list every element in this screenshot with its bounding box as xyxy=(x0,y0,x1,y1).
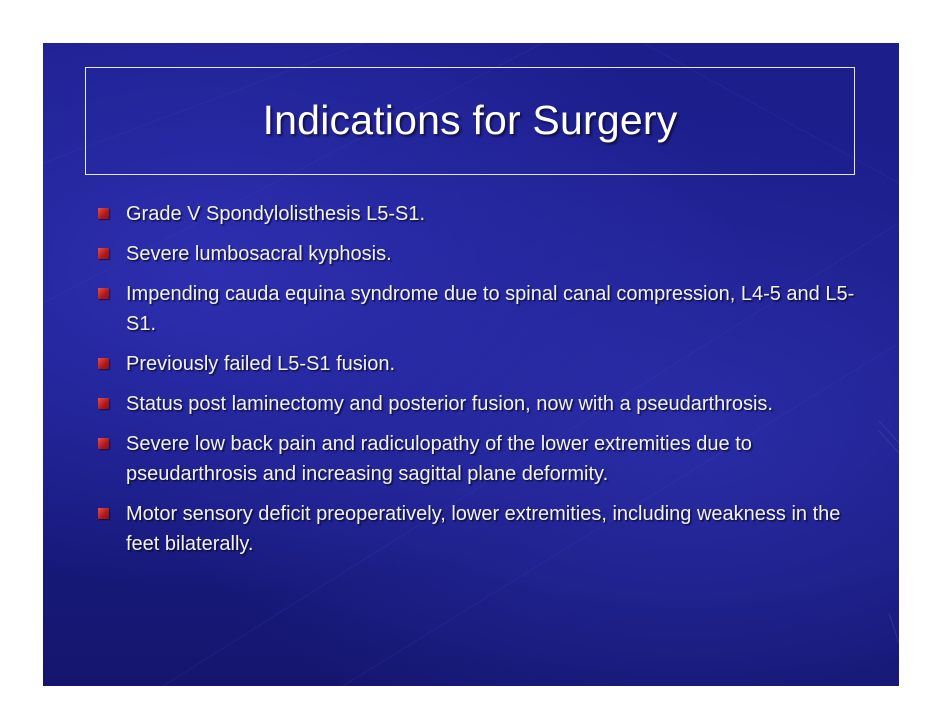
bullet-text: Impending cauda equina syndrome due to spinal canal compression, L4-5 and L5-S1. xyxy=(126,283,855,335)
bullet-list xyxy=(98,199,858,569)
list-item xyxy=(98,349,858,379)
bullet-square-icon xyxy=(98,358,109,369)
bullet-text: Severe lumbosacral kyphosis. xyxy=(126,243,392,265)
slide-title: Indications for Surgery xyxy=(262,97,678,143)
bullet-square-icon xyxy=(98,508,109,519)
slide xyxy=(43,43,899,686)
bullet-text: Motor sensory deficit preoperatively, lower extremities, including weakness in the feet bilaterally. xyxy=(126,503,841,555)
bullet-text: Previously failed L5-S1 fusion. xyxy=(126,353,396,375)
bullet-square-icon xyxy=(98,248,109,259)
list-item xyxy=(98,499,858,559)
list-item xyxy=(98,429,858,489)
list-item xyxy=(98,389,858,419)
bullet-text: Severe low back pain and radiculopathy of the lower extremities due to pseudarthrosis and increasing sagittal plane deformity. xyxy=(126,433,752,485)
bullet-text: Grade V Spondylolisthesis L5-S1. xyxy=(126,203,426,225)
bullet-square-icon xyxy=(98,398,109,409)
bullet-square-icon xyxy=(98,438,109,449)
title-frame xyxy=(85,67,855,175)
bullet-text: Status post laminectomy and posterior fusion, now with a pseudarthrosis. xyxy=(126,393,773,415)
list-item xyxy=(98,279,858,339)
list-item xyxy=(98,239,858,269)
bullet-square-icon xyxy=(98,288,109,299)
bullet-square-icon xyxy=(98,208,109,219)
list-item xyxy=(98,199,858,229)
